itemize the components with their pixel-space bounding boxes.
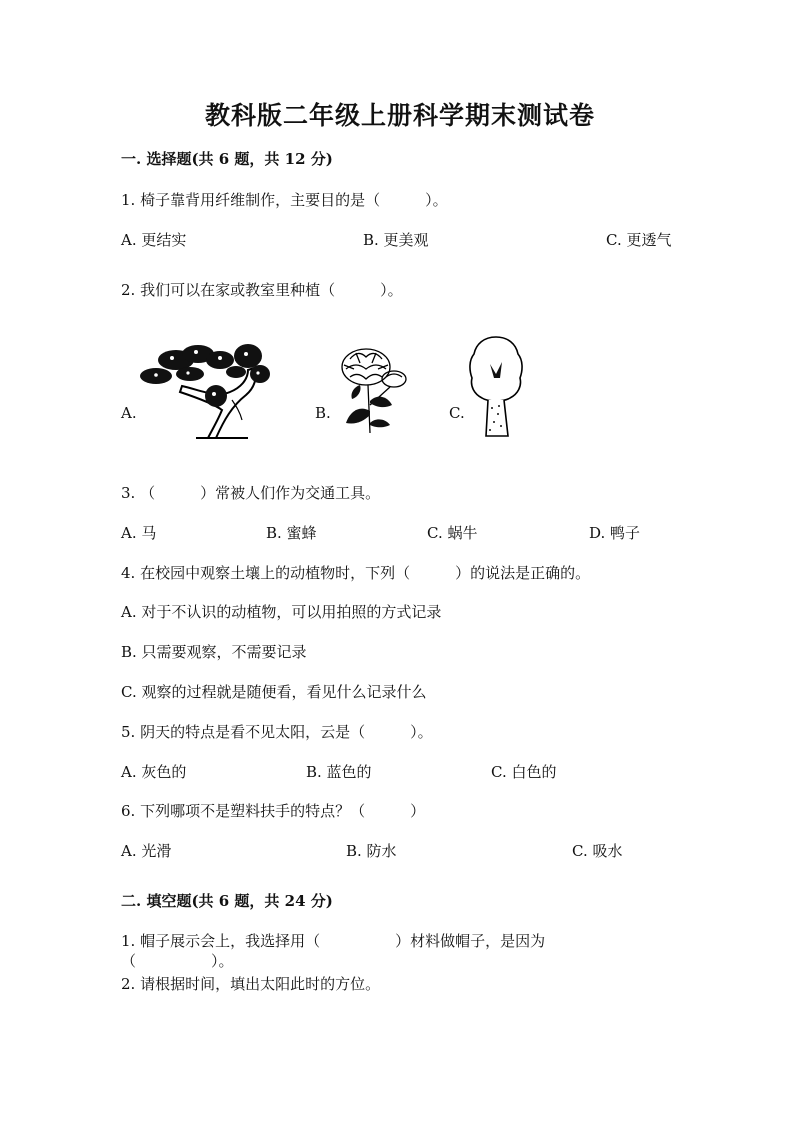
q6-option-c: C. 吸水	[572, 842, 623, 860]
q2-option-b: B.	[315, 404, 331, 422]
q3-option-d: D. 鸭子	[589, 524, 641, 542]
q2-option-a: A.	[121, 404, 137, 422]
section-heading-fill-in: 二. 填空题(共 6 题，共 24 分)	[121, 892, 333, 910]
fill-question-1-line-1: 1. 帽子展示会上，我选择用（ ）材料做帽子，是因为	[121, 932, 546, 950]
q5-option-a: A. 灰色的	[121, 763, 187, 781]
q3-option-c: C. 蜗牛	[427, 524, 478, 542]
page-title: 教科版二年级上册科学期末测试卷	[204, 101, 595, 130]
question-6: 6. 下列哪项不是塑料扶手的特点？（ ）	[121, 802, 426, 820]
fill-question-2: 2. 请根据时间，填出太阳此时的方位。	[121, 975, 381, 993]
q6-option-a: A. 光滑	[121, 842, 172, 860]
question-4: 4. 在校园中观察土壤上的动植物时，下列（ ）的说法是正确的。	[121, 564, 591, 582]
question-2: 2. 我们可以在家或教室里种植（ ）。	[121, 281, 403, 299]
question-1: 1. 椅子靠背用纤维制作，主要目的是（ ）。	[121, 191, 448, 209]
q3-option-b: B. 蜜蜂	[266, 524, 317, 542]
question-3: 3. （ ）常被人们作为交通工具。	[121, 484, 381, 502]
fill-question-1-line-2: （ ）。	[121, 952, 234, 970]
q1-option-a: A. 更结实	[121, 231, 187, 249]
chrysanthemum-image	[330, 345, 412, 437]
q4-option-a: A. 对于不认识的动植物，可以用拍照的方式记录	[121, 603, 442, 621]
q6-option-b: B. 防水	[346, 842, 397, 860]
q2-option-c: C.	[449, 404, 465, 422]
section-heading-choice: 一. 选择题(共 6 题，共 12 分)	[121, 150, 333, 168]
q1-option-b: B. 更美观	[363, 231, 429, 249]
leafy-tree-image	[466, 334, 526, 440]
q4-option-b: B. 只需要观察，不需要记录	[121, 643, 307, 661]
q4-option-c: C. 观察的过程就是随便看，看见什么记录什么	[121, 683, 427, 701]
q3-option-a: A. 马	[121, 524, 157, 542]
q5-option-c: C. 白色的	[491, 763, 557, 781]
q1-option-c: C. 更透气	[606, 231, 672, 249]
question-5: 5. 阴天的特点是看不见太阳，云是（ ）。	[121, 723, 433, 741]
pine-tree-image	[136, 340, 272, 440]
q5-option-b: B. 蓝色的	[306, 763, 372, 781]
